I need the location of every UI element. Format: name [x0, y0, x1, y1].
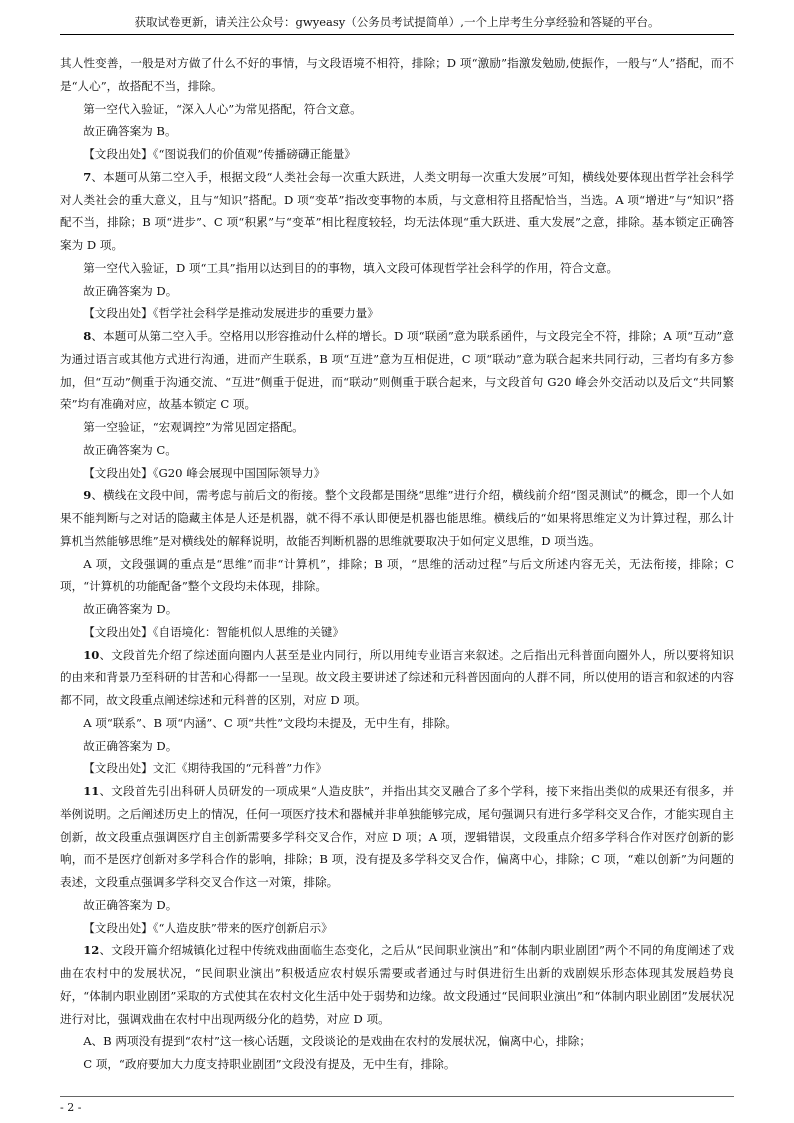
paragraph: A 项“联系”、B 项“内涵”、C 项“共性”文段均未提及，无中生有，排除。 — [83, 715, 458, 730]
page-content — [60, 52, 734, 1076]
source-line: 【文段出处】《G20 峰会展现中国国际领导力》 — [83, 465, 326, 480]
paragraph-text: 、文段开篇介绍城镇化过程中传统戏曲面临生态变化，之后从“民间职业演出”和“体制内职业剧团”两个不同的角度阐述了戏曲在农村中的发展状况，“民间职业演出”积极适应农村娱乐需要或者通过与时俱进衍生出新的戏剧娱乐形态体现其发展趋势良好，“体制内职业剧团”采取的方式使其在农村文化生活中处于弱势和边缘。故文段通过“民间职业演出”和“体制内职业剧团”发展状况进行对比，强调戏曲在农村中出现两级分化的趋势，对应 D 项。 — [60, 943, 734, 1026]
paragraph: 第一空代入验证，D 项“工具”指用以达到目的的事物，填入文段可体现哲学社会科学的作用，符合文意。 — [83, 260, 619, 275]
footer-divider — [60, 1096, 734, 1097]
question-10-explanation — [60, 644, 734, 712]
paragraph-text: 、本题可从第二空入手。空格用以形容推动什么样的增长。D 项“联函”意为联系函件，与文段完全不符，排除；A 项“互动”意为通过语言或其他方式进行沟通，进而产生联系，B 项“互进”意为互相促进，C 项“联动”意为联合起来共同行动，三者均有多方参加，但“互动”侧重于沟通交流、“互进”侧重于促进，而“联动”则侧重于联合起来，与文段首句 G20 峰会外交活动以及后文“共同繁荣”均有准确对应，故基本锁定 C 项。 — [60, 329, 734, 412]
answer-line: 故正确答案为 B。 — [83, 124, 177, 139]
paragraph: 其人性变善，一般是对方做了什么不好的事情，与文段语境不相符，排除；D 项“激励”指激发勉励,使振作，一般与“人”搭配，而不是“人心”，故搭配不当，排除。 — [60, 56, 734, 93]
paragraph: 第一空验证，“宏观调控”为常见固定搭配。 — [83, 420, 304, 434]
answer-line: 故正确答案为 D。 — [83, 897, 178, 912]
paragraph: A 项，文段强调的重点是“思维”而非“计算机”，排除；B 项，“思维的活动过程”与后文所述内容无关，无法衔接，排除；C 项，“计算机的功能配备”整个文段均未体现，排除。 — [60, 556, 734, 594]
answer-line: 故正确答案为 D。 — [83, 738, 178, 753]
paragraph: 第一空代入验证，“深入人心”为常见搭配，符合文意。 — [83, 101, 362, 116]
answer-line: 故正确答案为 D。 — [83, 602, 178, 616]
question-number: 7 — [83, 169, 92, 184]
question-number: 10 — [83, 647, 100, 662]
question-8-explanation — [60, 325, 734, 416]
question-7-explanation — [60, 166, 734, 257]
source-line: 【文段出处】《“图说我们的价值观”传播磅礴正能量》 — [83, 147, 356, 161]
answer-line: 故正确答案为 C。 — [83, 442, 177, 457]
page-number: - 2 - — [60, 1101, 82, 1114]
question-9-explanation — [60, 484, 734, 552]
question-12-explanation — [60, 939, 734, 1030]
question-number: 9 — [83, 488, 92, 503]
paragraph-text: 、横线在文段中间，需考虑与前后文的衔接。整个文段都是围绕“思维”进行介绍，横线前介绍“图灵测试”的概念，即一个人如果不能判断与之对话的隐藏主体是人还是机器，就不得不承认即便是机器也能思维。横线后的“如果将思维定义为计算过程，那么计算机当然能够思维”是对横线处的解释说明，故能否判断机器的思维就要取决于如何定义思维，D 项当选。 — [60, 488, 734, 548]
question-number: 11 — [83, 784, 100, 798]
source-line: 【文段出处】《自语境化：智能机似人思维的关键》 — [83, 624, 345, 639]
paragraph-text: 、文段首先引出科研人员研发的一项成果“人造皮肤”，并指出其交叉融合了多个学科，接下来指出类似的成果还有很多，并举例说明。之后阐述历史上的情况，任何一项医疗技术和器械并非单独能够完成，尾句强调只有进行多学科交叉合作，才能实现自主创新，故文段重点强调医疗自主创新需要多学科交叉合作，对应 D 项；A 项，逻辑错误，文段重点介绍多学科合作对医疗创新的影响，而不是医疗创新对多学科合作的影响，排除；B 项，没有提及多学科交叉合作，偏离中心，排除；C 项，“难以创新”为问题的表述，文段重点强调多学科交叉合作这一对策，排除。 — [60, 784, 734, 889]
answer-line: 故正确答案为 D。 — [83, 283, 178, 298]
page-header: 获取试卷更新，请关注公众号：gwyeasy（公务员考试提简单）,一个上岸考生分享经验和答疑的平台。 — [60, 10, 734, 35]
source-line: 【文段出处】文汇《期待我国的“元科普”力作》 — [83, 761, 327, 776]
paragraph: A、B 两项没有提到“农村”这一核心话题，文段谈论的是戏曲在农村的发展状况，偏离中心，排除； — [83, 1034, 591, 1049]
paragraph: C 项，“政府要加大力度支持职业剧团”文段没有提及，无中生有，排除。 — [83, 1057, 456, 1071]
question-number: 8 — [83, 329, 92, 343]
source-line: 【文段出处】《“人造皮肤”带来的医疗创新启示》 — [83, 920, 333, 935]
paragraph-text: 、本题可从第二空入手，根据文段“人类社会每一次重大跃进，人类文明每一次重大发展”可知，横线处要体现出哲学社会科学对人类社会的重大意义，且与“知识”搭配。D 项“变革”指改变事物的本质，与文意相符且搭配恰当，当选。A 项“增进”与“知识”搭配不当，排除；B 项“进步”、C 项“积累”与“变革”相比程度较轻，均无法体现“重大跃进、重大发展”之意，排除。基本锁定正确答案为 D 项。 — [60, 169, 734, 252]
source-line: 【文段出处】《哲学社会科学是推动发展进步的重要力量》 — [83, 306, 379, 321]
question-number: 12 — [83, 943, 100, 958]
question-11-explanation — [60, 780, 734, 894]
paragraph-text: 、文段首先介绍了综述面向圈内人甚至是业内同行，所以用纯专业语言来叙述。之后指出元科普面向圈外人，所以要将知识的由来和背景乃至科研的甘苦和心得都一一呈现。故文段主要讲述了综述和元科普因面向的人群不同，所以使用的语言和叙述的内容都不同，故文段重点阐述综述和元科普的区别，对应 D 项。 — [60, 647, 734, 707]
